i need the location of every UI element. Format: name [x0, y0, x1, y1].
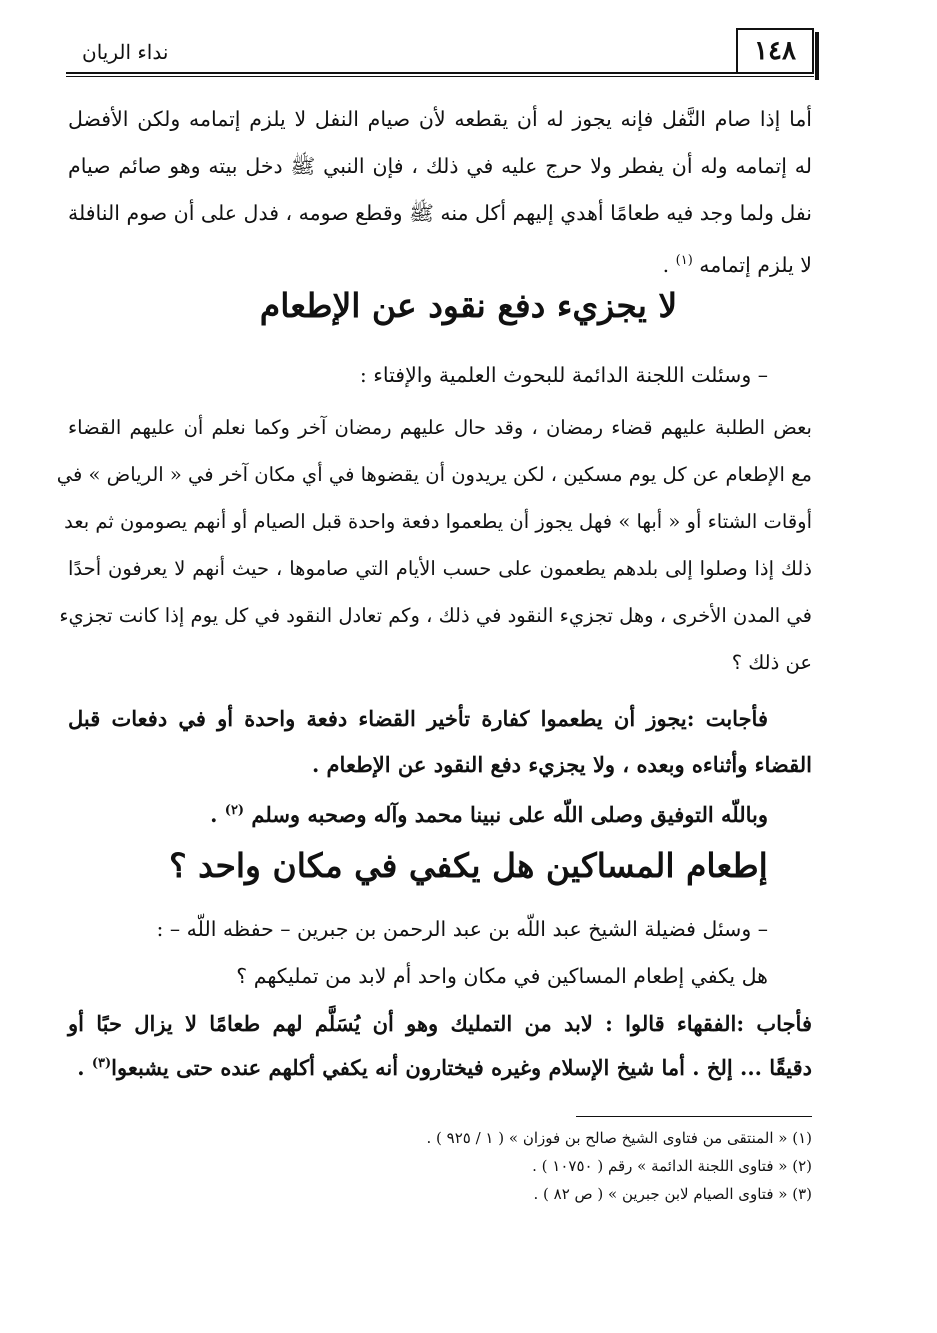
footnote-ref: (٢) — [224, 803, 245, 818]
footnote-ref: (٣) — [91, 1056, 112, 1071]
section2-question: هل يكفي إطعام المساكين في مكان واحد أم لابد من تمليكهم ؟ — [236, 964, 768, 988]
page-number: ١٤٨ — [736, 28, 814, 72]
answer-line-first — [68, 696, 812, 742]
answer-label: فأجابت — [705, 706, 768, 731]
footnote-item: (٣) « فتاوى الصيام لابن جبرين » ( ص ٨٢ ) . — [533, 1185, 812, 1203]
footnote-item: (١) « المنتقى من فتاوى الشيخ صالح بن فوزان » ( ١ / ٩٢٥ ) . — [426, 1129, 812, 1147]
section-heading-2: إطعام المساكين هل يكفي في مكان واحد ؟ — [169, 846, 768, 885]
answer-line: :يجوز أن يطعموا كفارة تأخير القضاء دفعة واحدة أو في دفعات قبل — [68, 706, 695, 731]
intro-end: . — [662, 252, 676, 277]
intro-paragraph — [68, 96, 812, 289]
intro-line: له إتمامه وله أن يفطر ولا حرج عليه في ذلك ، فإن النبي ﷺ دخل بيته وهو صائم صيام — [68, 154, 812, 178]
answer-line: :الفقهاء قالوا : لابد من التمليك وهو أن يُسَلَّم لهم طعامًا لا يزال حبًا أو — [68, 1011, 745, 1036]
answer-label: فأجاب — [756, 1011, 812, 1036]
question-line: مع الإطعام عن كل يوم مسكين ، لكن يريدون أن يقضوها في أي مكان آخر في « الرياض » في — [56, 463, 812, 486]
closing-end: . — [210, 802, 225, 827]
footnote-ref: (١) — [675, 253, 693, 268]
section-heading-1: لا يجزيء دفع نقود عن الإطعام — [259, 286, 678, 325]
section1-asker-block — [68, 352, 812, 399]
intro-line: نفل ولما وجد فيه طعامًا أهدي إليهم أكل منه ﷺ وقطع صومه ، فدل على أن صوم النافلة — [67, 201, 812, 225]
question-line: عن ذلك ؟ — [731, 651, 812, 674]
question-line: في المدن الأخرى ، وهل تجزيء النقود في ذلك ، وكم تعادل النقود في كل يوم إذا كانت تجزيء — [59, 604, 812, 627]
question-line: بعض الطلبة عليهم قضاء رمضان ، وقد حال عليهم رمضان آخر وكما نعلم أن عليهم القضاء — [68, 416, 812, 439]
section1-question — [56, 404, 812, 686]
answer-line: دقيقًا ... إلخ . أما شيخ الإسلام وغيره فيختارون أنه يكفي أكلهم عنده حتى يشبعوا — [111, 1055, 812, 1080]
header-rule — [66, 72, 814, 74]
intro-line-last — [68, 237, 812, 289]
intro-line: لا يلزم إتمامه — [699, 252, 812, 277]
header-rule-thin — [66, 76, 814, 77]
section2-body — [68, 906, 812, 1000]
answer-line: القضاء وأثناءه وبعده ، ولا يجزيء دفع النقود عن الإطعام . — [311, 752, 812, 777]
answer-line-last — [68, 1044, 812, 1088]
section1-answer — [68, 696, 812, 838]
section2-answer — [68, 1004, 812, 1088]
answer-end: . — [77, 1055, 92, 1080]
footnotes — [400, 1124, 812, 1208]
footnote-item: (٢) « فتاوى اللجنة الدائمة » رقم ( ١٠٧٥٠ ) . — [532, 1157, 812, 1175]
closing-text: وباللّه التوفيق وصلى اللّه على نبينا محمد وآله وصحبه وسلم — [251, 802, 768, 827]
closing-line — [68, 788, 812, 838]
page-header — [66, 22, 814, 78]
question-line: ذلك إذا وصلوا إلى بلدهم يطعمون على حسب الأيام التي صاموها ، حيث أنهم لا يعرفون أحدًا — [68, 557, 812, 580]
intro-line: أما إذا صام النَّفل فإنه يجوز له أن يقطعه لأن صيام النفل لا يلزم إتمامه ولكن الأفضل — [68, 107, 812, 131]
question-line: أوقات الشتاء أو « أبها » فهل يجوز أن يطعموا دفعة واحدة قبل الصيام أو أنهم يصومون ثم بعد — [64, 510, 812, 533]
footnote-rule — [576, 1116, 812, 1117]
answer-line-first — [68, 1004, 812, 1044]
section1-asker: – وسئلت اللجنة الدائمة للبحوث العلمية والإفتاء : — [359, 363, 768, 387]
section2-asker: – وسئل فضيلة الشيخ عبد اللّه بن عبد الرحمن بن جبرين – حفظه اللّه – : — [156, 917, 768, 941]
running-title: نداء الريان — [82, 40, 169, 64]
